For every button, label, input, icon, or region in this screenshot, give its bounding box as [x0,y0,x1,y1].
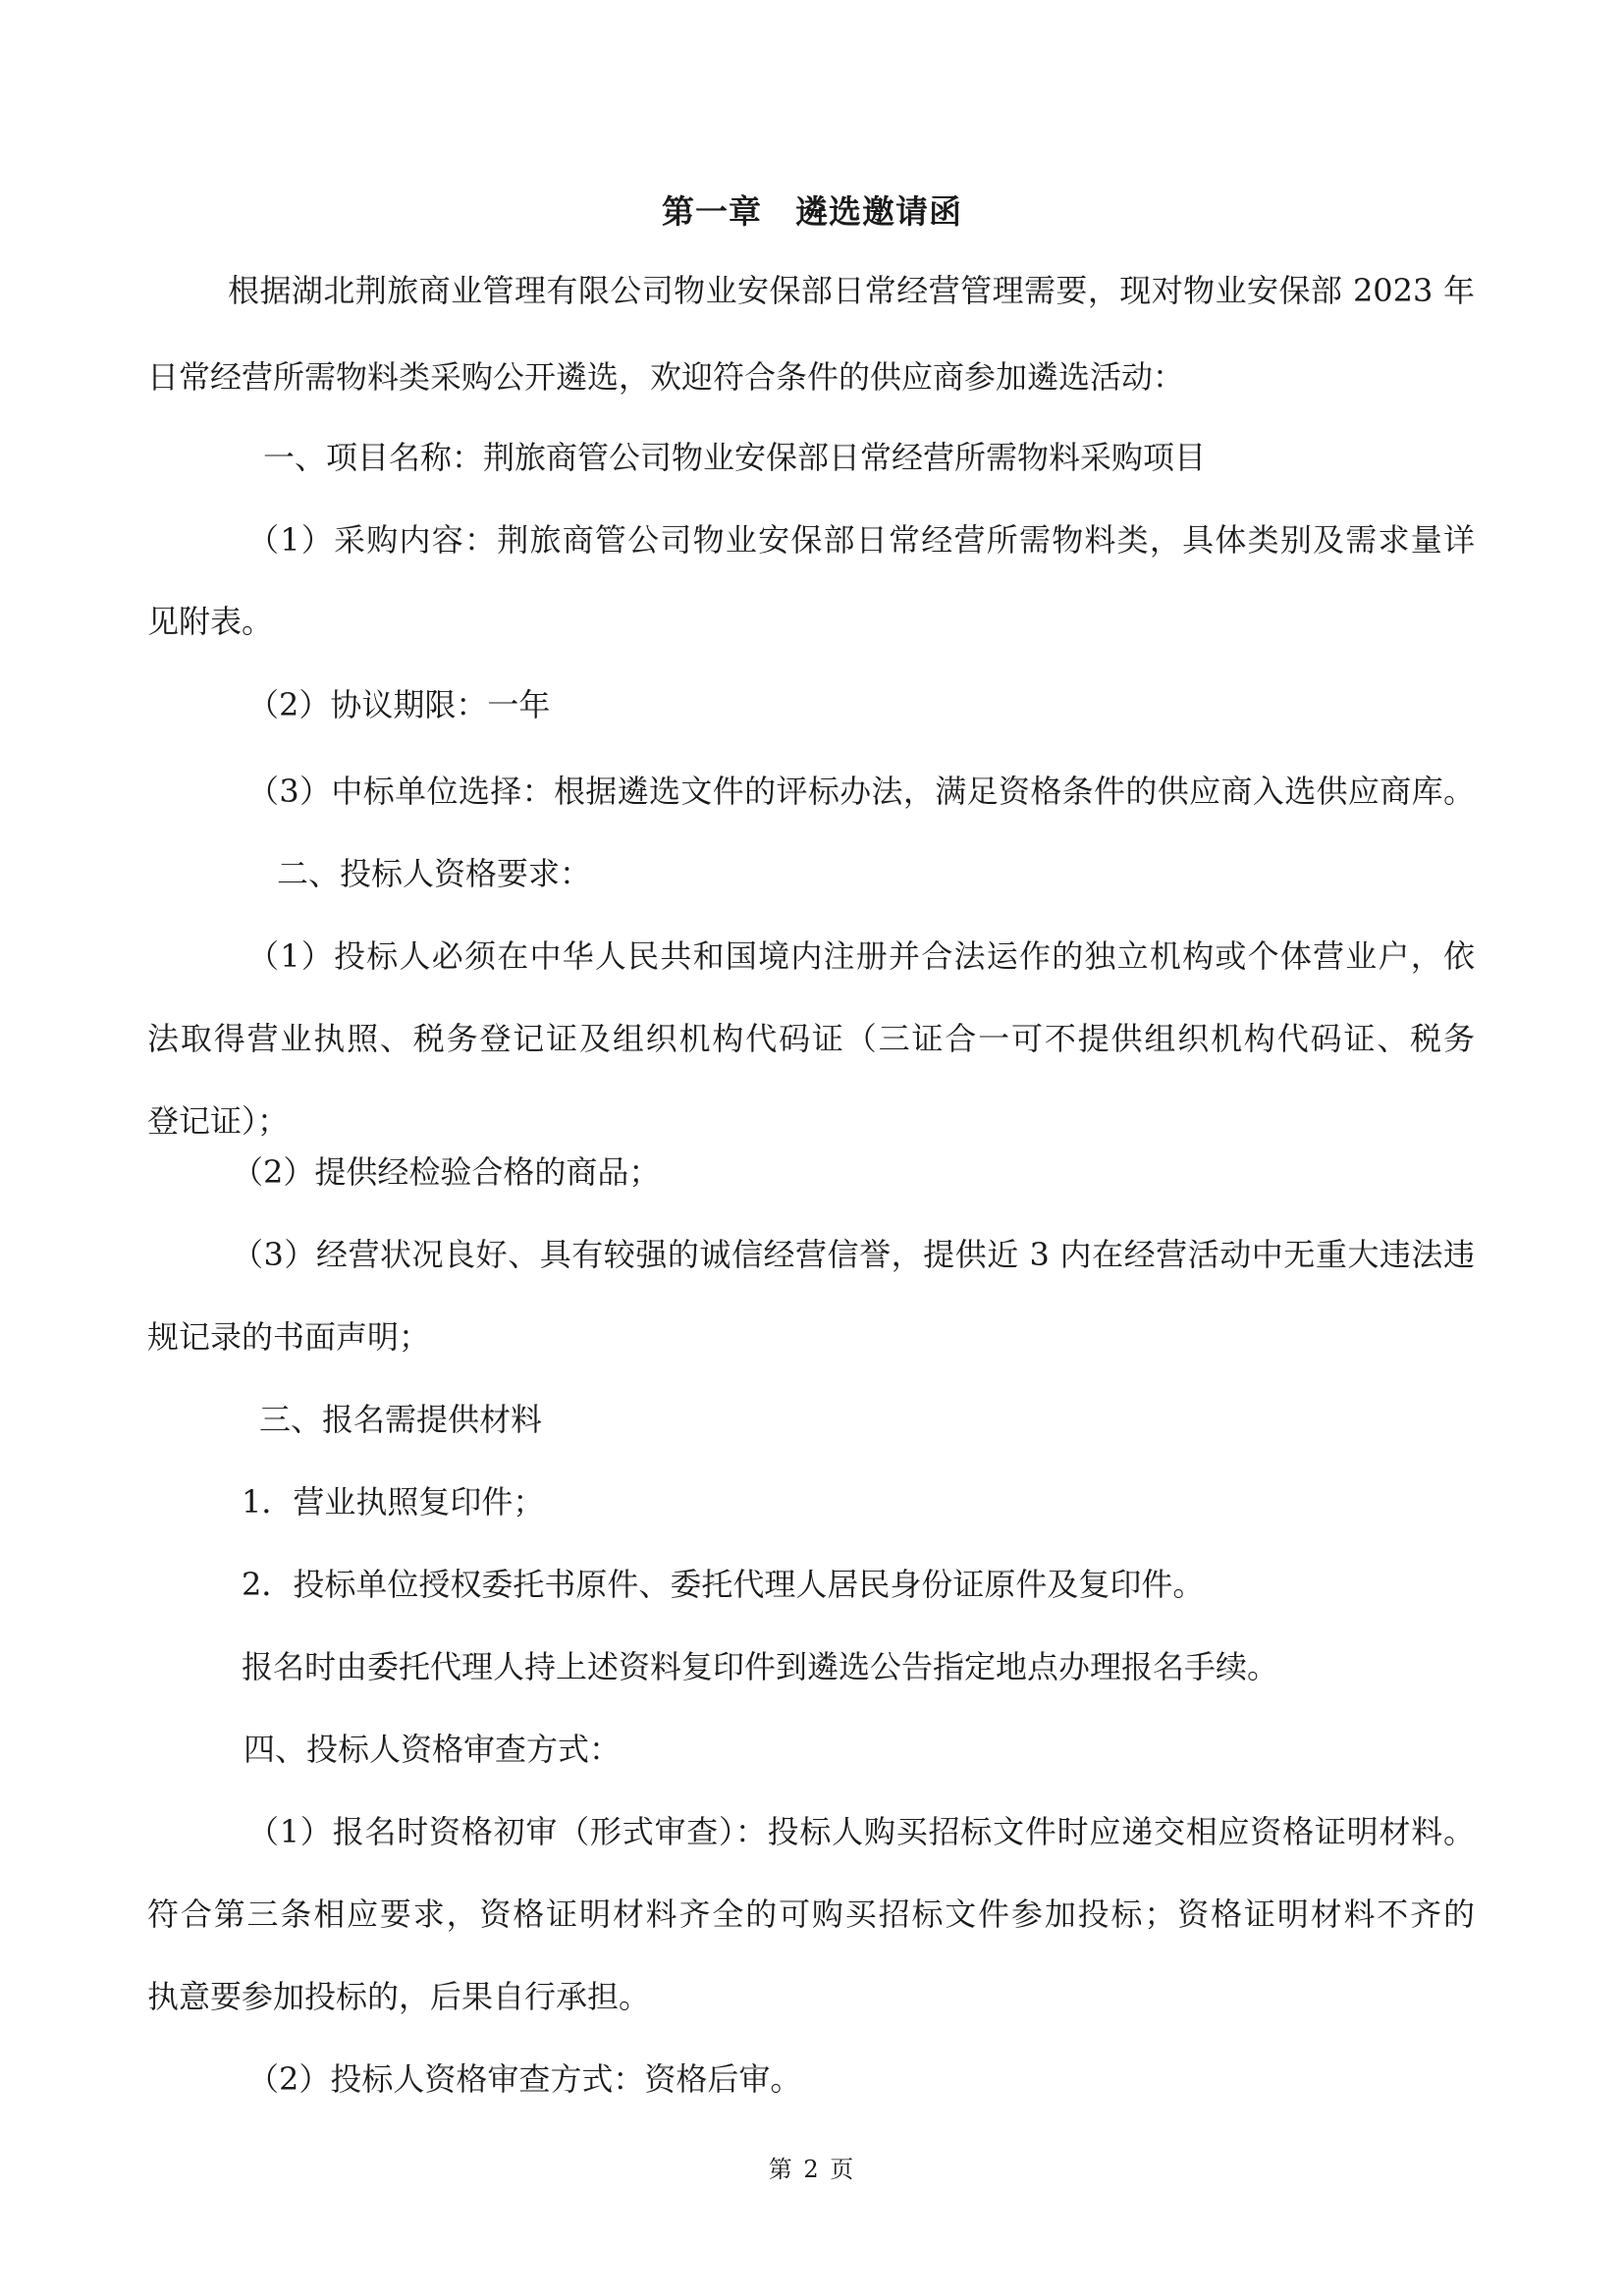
list-item: 2．投标单位授权委托书原件、委托代理人居民身份证原件及复印件。 [242,1566,1205,1603]
paragraph-line: 日常经营所需物料类采购公开遴选，欢迎符合条件的供应商参加遴选活动： [147,358,1185,396]
paragraph-line: （3）经营状况良好、具有较强的诚信经营信誉，提供近 3 内在经营活动中无重大违法违 [232,1236,1475,1273]
paragraph-line: （1）采购内容：荆旅商管公司物业安保部日常经营所需物料类，具体类别及需求量详 [247,521,1475,559]
section-heading: 四、投标人资格审查方式： [244,1731,622,1768]
paragraph-line: 登记证）； [147,1102,290,1140]
paragraph-line: （1）投标人必须在中华人民共和国境内注册并合法运作的独立机构或个体营业户，依 [247,937,1475,975]
paragraph-line: （2）提供经检验合格的商品； [232,1153,661,1191]
paragraph-line: 根据湖北荆旅商业管理有限公司物业安保部日常经营管理需要，现对物业安保部 2023 年 [228,272,1475,309]
paragraph-line: 法取得营业执照、税务登记证及组织机构代码证（三证合一可不提供组织机构代码证、税务 [147,1020,1475,1057]
paragraph-line: 执意要参加投标的，后果自行承担。 [147,1978,651,2015]
paragraph-line: （2）投标人资格审查方式：资格后审。 [247,2060,802,2098]
paragraph-line: 见附表。 [147,603,274,640]
paragraph-line: 规记录的书面声明； [147,1318,431,1356]
paragraph-line: （1）报名时资格初审（形式审查）：投标人购买招标文件时应递交相应资格证明材料。 [247,1813,1475,1850]
list-item: 1．营业执照复印件； [242,1483,545,1521]
section-heading: 二、投标人资格要求： [277,855,592,892]
paragraph-line: （2）协议期限：一年 [247,686,551,723]
paragraph-line: 报名时由委托代理人持上述资料复印件到遴选公告指定地点办理报名手续。 [242,1648,1279,1685]
page-number: 第 2 页 [768,2156,856,2183]
section-heading: 三、报名需提供材料 [259,1401,543,1438]
paragraph-line: 符合第三条相应要求，资格证明材料齐全的可购买招标文件参加投标；资格证明材料不齐的 [147,1896,1475,1933]
section-heading: 一、项目名称：荆旅商管公司物业安保部日常经营所需物料采购项目 [263,439,1207,476]
chapter-title: 第一章 遴选邀请函 [662,192,962,231]
paragraph-line: （3）中标单位选择：根据遴选文件的评标办法，满足资格条件的供应商入选供应商库。 [247,773,1475,810]
